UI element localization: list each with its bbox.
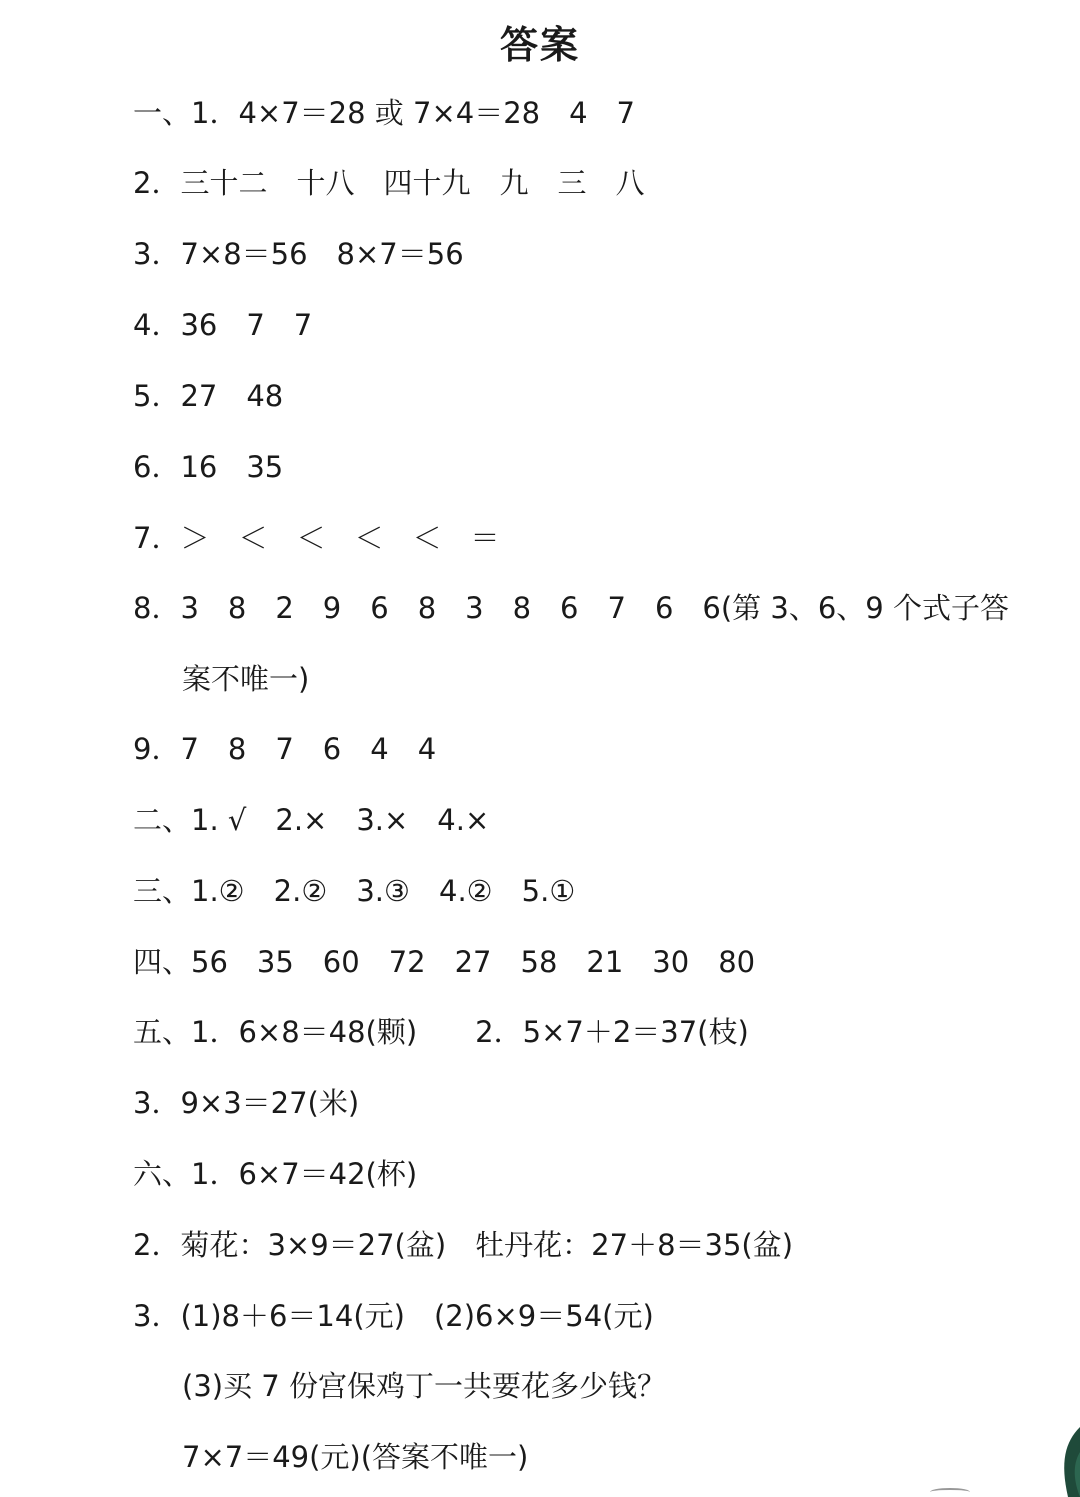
answer-line-1-6: 6．16 35	[133, 450, 284, 484]
answer-line-6-3-answer: 7×7＝49(元)(答案不唯一)	[182, 1440, 529, 1474]
answer-line-1-3: 3．7×8＝56 8×7＝56	[133, 237, 464, 271]
corner-leaf-decoration	[1030, 1407, 1080, 1497]
answer-line-1-9: 9．7 8 7 6 4 4	[133, 732, 437, 766]
answer-line-1-1: 一、1．4×7＝28 或 7×4＝28 4 7	[133, 96, 635, 130]
answer-line-6-2: 2．菊花：3×9＝27(盆) 牡丹花：27＋8＝35(盆)	[133, 1228, 794, 1262]
page-title: 答案	[499, 23, 580, 67]
answer-line-6-3-question: (3)买 7 份宫保鸡丁一共要花多少钱？	[182, 1369, 666, 1403]
scan-mark-decoration	[930, 1488, 970, 1496]
answer-line-6-3: 3．(1)8＋6＝14(元) (2)6×9＝54(元)	[133, 1299, 654, 1333]
answer-line-1-2: 2．三十二 十八 四十九 九 三 八	[133, 166, 645, 200]
answer-line-1-8-continued: 案不唯一)	[182, 662, 310, 696]
answer-line-1-7: 7．＞ ＜ ＜ ＜ ＜ ＝	[133, 521, 500, 555]
answer-line-2: 二、1. √ 2.× 3.× 4.×	[133, 803, 490, 837]
answer-line-3: 三、1.② 2.② 3.③ 4.② 5.①	[133, 874, 576, 908]
answer-line-5-1: 五、1．6×8＝48(颗) 2．5×7＋2＝37(枝)	[133, 1015, 749, 1049]
answer-line-6-1: 六、1．6×7＝42(杯)	[133, 1157, 418, 1191]
answer-line-4: 四、56 35 60 72 27 58 21 30 80	[133, 945, 756, 979]
answer-line-5-3: 3．9×3＝27(米)	[133, 1086, 360, 1120]
answer-line-1-8: 8．3 8 2 9 6 8 3 8 6 7 6 6(第 3、6、9 个式子答	[133, 591, 1009, 625]
answer-line-1-5: 5．27 48	[133, 379, 284, 413]
answer-line-1-4: 4．36 7 7	[133, 308, 313, 342]
